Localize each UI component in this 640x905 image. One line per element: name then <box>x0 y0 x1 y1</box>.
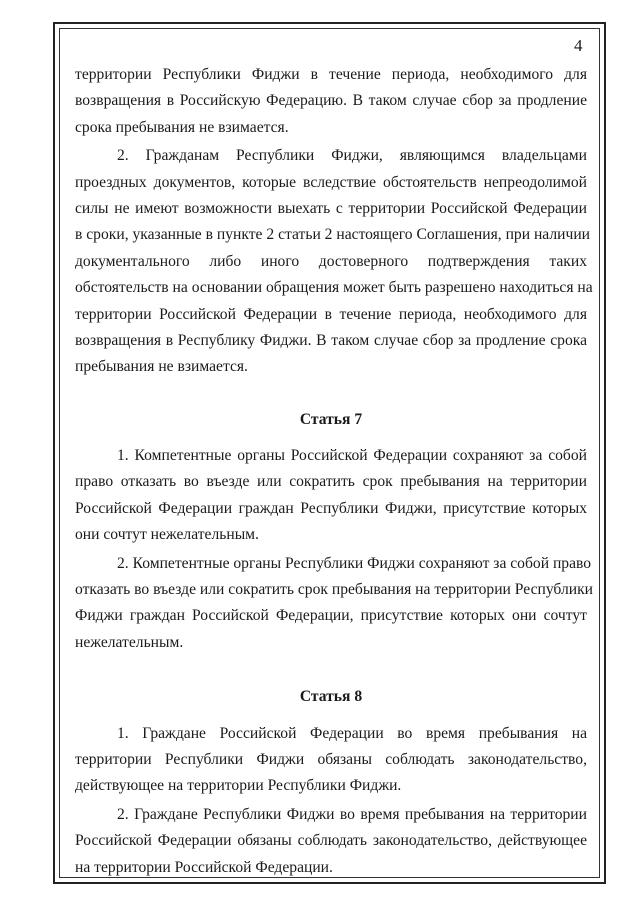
text-line: они сочтут нежелательным. <box>75 526 259 544</box>
text-line: 2. Компетентные органы Республики Фиджи сохраняют за собой право <box>117 554 592 572</box>
text-line: территории Республики Фиджи в течение периода, необходимого для <box>75 66 587 83</box>
text-line: пребывания не взимается. <box>75 358 248 376</box>
text-line: 1. Граждане Российской Федерации во время пребывания на <box>117 724 587 742</box>
text-line: срока пребывания не взимается. <box>75 118 289 136</box>
text-line: отказать во въезде или сократить срок пребывания на территории Республики <box>75 581 594 599</box>
text-line: территории Российской Федерации в течение периода, необходимого для <box>75 305 587 323</box>
text-line: Фиджи граждан Российской Федерации, присутствие которых они сочтут <box>75 607 587 625</box>
text-line: 2. Граждане Республики Фиджи во время пребывания на территории <box>117 805 587 823</box>
text-line: 1. Компетентные органы Российской Федерации сохраняют за собой <box>117 447 587 465</box>
text-line: право отказать во въезде или сократить срок пребывания на территории <box>75 473 587 491</box>
article-7-paragraph-1 <box>75 443 587 549</box>
article-8-paragraph-2 <box>75 802 587 881</box>
paragraph-item-2 <box>75 143 593 381</box>
text-line: возвращения в Российскую Федерацию. В таком случае сбор за продление <box>75 92 587 110</box>
article-8-heading: Статья 8 <box>299 688 363 706</box>
text-line: документального либо иного достоверного подтверждения таких <box>75 252 587 270</box>
text-line: нежелательным. <box>75 633 184 651</box>
text-line: на территории Российской Федерации. <box>75 858 333 876</box>
text-line: проездных документов, которые вследствие обстоятельств непреодолимой <box>75 173 587 191</box>
text-line: Российской Федерации обязаны соблюдать законодательство, действующее <box>75 832 587 850</box>
page-number: 4 <box>574 36 583 55</box>
paragraph-continuation <box>75 62 587 141</box>
text-line: в сроки, указанные в пункте 2 статьи 2 настоящего Соглашения, при наличии <box>75 226 591 244</box>
article-7-paragraph-2 <box>75 551 594 657</box>
text-line: возвращения в Республику Фиджи. В таком случае сбор за продление срока <box>75 331 587 349</box>
text-line: 2. Гражданам Республики Фиджи, являющимся владельцами <box>117 147 587 165</box>
text-line: территории Республики Фиджи обязаны соблюдать законодательство, <box>75 750 587 768</box>
text-line: силы не имеют возможности выехать с территории Российской Федерации <box>75 199 587 217</box>
document-body <box>75 62 594 881</box>
article-8-paragraph-1 <box>75 721 587 800</box>
text-line: обстоятельств на основании обращения может быть разрешено находиться на <box>75 279 593 297</box>
text-line: действующее на территории Республики Фиджи. <box>75 777 402 795</box>
text-line: Российской Федерации граждан Республики Фиджи, присутствие которых <box>75 499 587 517</box>
article-7-heading: Статья 7 <box>299 410 363 428</box>
